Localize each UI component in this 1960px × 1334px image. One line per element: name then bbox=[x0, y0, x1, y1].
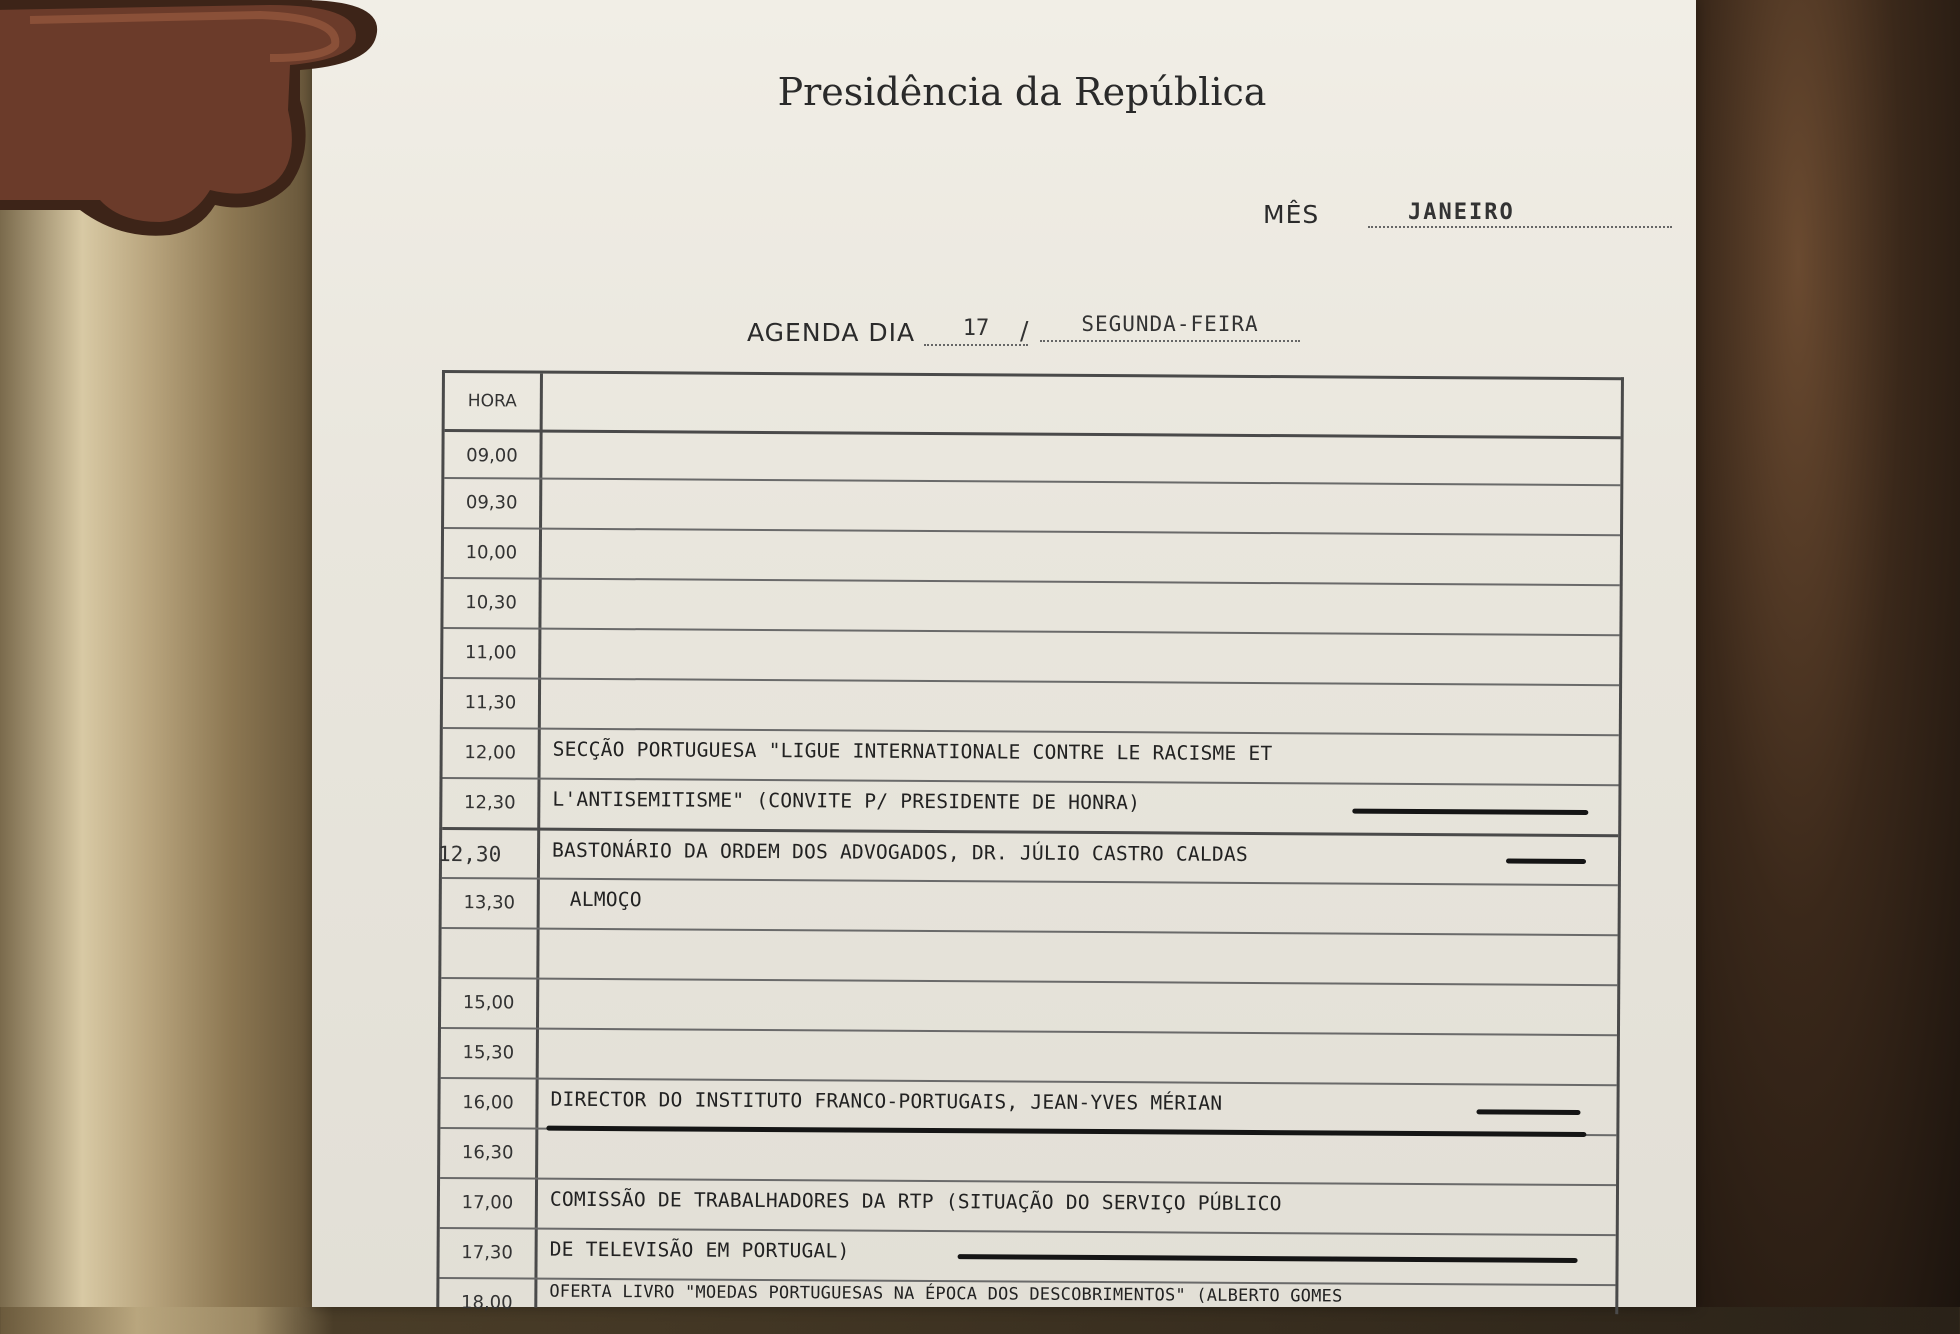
table-row bbox=[439, 1277, 1615, 1334]
hour-column-header: HORA bbox=[467, 391, 517, 412]
row-time: 17,30 bbox=[461, 1242, 513, 1264]
table-row bbox=[443, 727, 1619, 784]
row-entry: L'ANTISEMITISME" (CONVITE P/ PRESIDENTE DE HONRA) bbox=[552, 787, 1141, 815]
row-time: 12,30 bbox=[437, 841, 502, 867]
row-time: 11,00 bbox=[464, 642, 517, 664]
background-wall bbox=[1690, 0, 1960, 1307]
row-time: 09,30 bbox=[465, 492, 518, 514]
document-title: Presidência da República bbox=[777, 70, 1267, 114]
row-entry: SECÇÃO PORTUGUESA "LIGUE INTERNATIONALE CONTRE LE RACISME ET bbox=[552, 737, 1273, 766]
row-time: 09,00 bbox=[466, 445, 518, 467]
handwritten-stroke bbox=[1506, 859, 1586, 864]
table-row bbox=[442, 777, 1618, 834]
row-time: 10,00 bbox=[465, 542, 518, 564]
agenda-weekday: SEGUNDA-FEIRA bbox=[1040, 312, 1300, 342]
row-time: 17,00 bbox=[461, 1192, 514, 1214]
row-time: 12,00 bbox=[464, 742, 516, 764]
row-entry: DIRECTOR DO INSTITUTO FRANCO-PORTUGAIS, JEAN-YVES MÉRIAN bbox=[550, 1087, 1223, 1115]
agenda-table bbox=[436, 370, 1624, 1314]
table-row bbox=[443, 577, 1619, 634]
row-time: 16,00 bbox=[462, 1092, 514, 1114]
row-time bbox=[441, 929, 536, 978]
agenda-day-label: AGENDA DIA bbox=[747, 318, 916, 347]
row-time: 13,30 bbox=[463, 892, 516, 914]
table-row bbox=[441, 1027, 1617, 1084]
row-entry: OFERTA LIVRO "MOEDAS PORTUGUESAS NA ÉPOCA DOS DESCOBRIMENTOS" (ALBERTO GOMES bbox=[549, 1281, 1343, 1307]
table-row bbox=[444, 477, 1620, 534]
row-time: 16,30 bbox=[461, 1142, 514, 1164]
row-time: 15,30 bbox=[462, 1042, 515, 1064]
row-entry: ALMOÇO bbox=[569, 887, 642, 912]
month-value: JANEIRO bbox=[1368, 200, 1672, 228]
row-entry: BASTONÁRIO DA ORDEM DOS ADVOGADOS, DR. JÚLIO CASTRO CALDAS bbox=[551, 838, 1248, 866]
hand-holding-paper bbox=[0, 0, 410, 260]
table-row bbox=[440, 1127, 1616, 1184]
row-time: 15,00 bbox=[462, 992, 515, 1014]
table-row bbox=[439, 1227, 1615, 1284]
table-row bbox=[441, 927, 1617, 984]
row-entry: COMISSÃO DE TRABALHADORES DA RTP (SITUAÇÃO DO SERVIÇO PÚBLICO bbox=[549, 1187, 1282, 1216]
table-row bbox=[437, 827, 1618, 884]
row-entry: DE TELEVISÃO EM PORTUGAL) bbox=[549, 1237, 850, 1263]
table-row bbox=[443, 627, 1619, 684]
table-row bbox=[442, 877, 1618, 934]
row-time: 18,00 bbox=[460, 1292, 513, 1314]
table-row bbox=[440, 1177, 1616, 1234]
table-row bbox=[443, 677, 1619, 734]
table-row bbox=[441, 977, 1617, 1034]
row-time: 12,30 bbox=[464, 792, 516, 814]
table-row bbox=[444, 527, 1620, 584]
agenda-day-number: 17 bbox=[924, 316, 1028, 346]
handwritten-stroke bbox=[1352, 809, 1588, 815]
row-time: 11,30 bbox=[464, 692, 517, 714]
agenda-day-separator: / bbox=[1020, 316, 1029, 345]
month-label: MÊS bbox=[1263, 200, 1320, 229]
handwritten-stroke bbox=[958, 1254, 1578, 1263]
handwritten-stroke bbox=[1476, 1109, 1580, 1115]
agenda-sheet bbox=[312, 0, 1696, 1314]
row-time: 10,30 bbox=[465, 592, 517, 614]
